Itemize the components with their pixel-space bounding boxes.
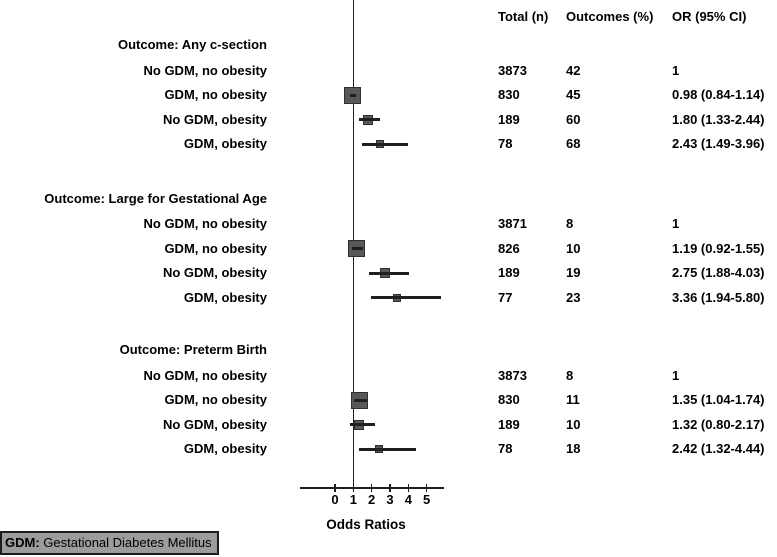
row-total-n: 3873 — [498, 367, 527, 383]
x-axis-tick — [353, 484, 355, 492]
row-label: GDM, obesity — [183, 441, 267, 456]
group-header: Outcome: Large for Gestational Age — [44, 190, 267, 206]
row-total-n: 830 — [498, 87, 520, 102]
row-label: GDM, no obesity — [164, 87, 267, 102]
group-header: Outcome: Any c-section — [117, 37, 267, 52]
x-axis-tick — [426, 484, 428, 492]
confidence-interval-line — [362, 143, 407, 146]
row-outcomes-pct: 8 — [566, 367, 574, 383]
row-outcomes-pct: 23 — [566, 289, 581, 305]
row-label: No GDM, obesity — [162, 265, 267, 280]
row-total-n: 826 — [498, 240, 520, 256]
row-total-n: 78 — [498, 136, 513, 151]
row-total-n: 830 — [498, 392, 520, 407]
footnote-definition: Gestational Diabetes Mellitus — [39, 535, 212, 550]
row-total-n: 77 — [498, 289, 513, 305]
x-axis-tick-label: 1 — [349, 492, 357, 507]
row-or-ci-text: 1.35 (1.04-1.74) — [672, 392, 765, 407]
x-axis-tick-label: 5 — [423, 492, 431, 507]
row-total-n: 189 — [498, 111, 520, 127]
confidence-interval-line — [359, 118, 379, 121]
group-header: Outcome: Preterm Birth — [119, 342, 267, 357]
x-axis-tick-label: 3 — [386, 492, 394, 507]
row-or-ci-text: 2.43 (1.49-3.96) — [672, 136, 765, 151]
x-axis-tick-label: 2 — [368, 492, 376, 507]
row-outcomes-pct: 42 — [566, 62, 581, 78]
column-header-outcomes: Outcomes (%) — [566, 9, 654, 24]
row-total-n: 3871 — [498, 216, 527, 231]
row-or-ci-text: 0.98 (0.84-1.14) — [672, 87, 765, 102]
row-total-n: 3873 — [498, 62, 527, 78]
x-axis-tick — [371, 484, 373, 492]
x-axis-tick — [408, 484, 410, 492]
row-outcomes-pct: 10 — [566, 240, 581, 256]
row-or-ci-text: 2.42 (1.32-4.44) — [672, 441, 765, 456]
row-or-ci-text: 3.36 (1.94-5.80) — [672, 289, 765, 305]
confidence-interval-line — [359, 448, 416, 451]
row-label: No GDM, no obesity — [143, 216, 267, 231]
column-header-or: OR (95% CI) — [672, 9, 747, 24]
confidence-interval-line — [371, 296, 442, 299]
row-label: No GDM, no obesity — [143, 367, 267, 383]
row-or-ci-text: 1.19 (0.92-1.55) — [672, 240, 765, 256]
row-outcomes-pct: 11 — [566, 392, 580, 407]
row-or-ci-text: 1 — [672, 62, 680, 78]
row-total-n: 189 — [498, 265, 520, 280]
x-axis-title: Odds Ratios — [326, 517, 406, 532]
row-or-ci-text: 1.80 (1.33-2.44) — [672, 111, 765, 127]
row-total-n: 189 — [498, 416, 520, 432]
x-axis-tick — [334, 484, 336, 492]
row-label: GDM, no obesity — [164, 240, 267, 256]
confidence-interval-line — [350, 423, 375, 426]
confidence-interval-line — [369, 272, 408, 275]
row-outcomes-pct: 60 — [566, 111, 581, 127]
x-axis-tick-label: 0 — [331, 492, 339, 507]
row-outcomes-pct: 10 — [566, 416, 581, 432]
row-outcomes-pct: 45 — [566, 87, 581, 102]
x-axis-tick — [389, 484, 391, 492]
row-or-ci-text: 1 — [672, 216, 680, 231]
row-or-ci-text: 2.75 (1.88-4.03) — [672, 265, 765, 280]
abbreviation-footnote — [0, 531, 219, 555]
row-outcomes-pct: 19 — [566, 265, 581, 280]
row-outcomes-pct: 68 — [566, 136, 581, 151]
row-label: No GDM, obesity — [162, 416, 267, 432]
x-axis-tick-label: 4 — [404, 492, 412, 507]
column-header-total: Total (n) — [498, 9, 549, 24]
row-label: GDM, obesity — [183, 289, 267, 305]
confidence-interval-line — [350, 94, 355, 97]
row-or-ci-text: 1.32 (0.80-2.17) — [672, 416, 765, 432]
confidence-interval-line — [352, 247, 364, 250]
row-or-ci-text: 1 — [672, 367, 680, 383]
row-outcomes-pct: 8 — [566, 216, 574, 231]
row-label: No GDM, no obesity — [143, 62, 267, 78]
confidence-interval-line — [354, 399, 367, 402]
row-label: No GDM, obesity — [162, 111, 267, 127]
row-total-n: 78 — [498, 441, 513, 456]
footnote-abbr: GDM: — [5, 535, 40, 550]
row-label: GDM, obesity — [183, 136, 267, 151]
row-outcomes-pct: 18 — [566, 441, 581, 456]
row-label: GDM, no obesity — [164, 392, 267, 407]
